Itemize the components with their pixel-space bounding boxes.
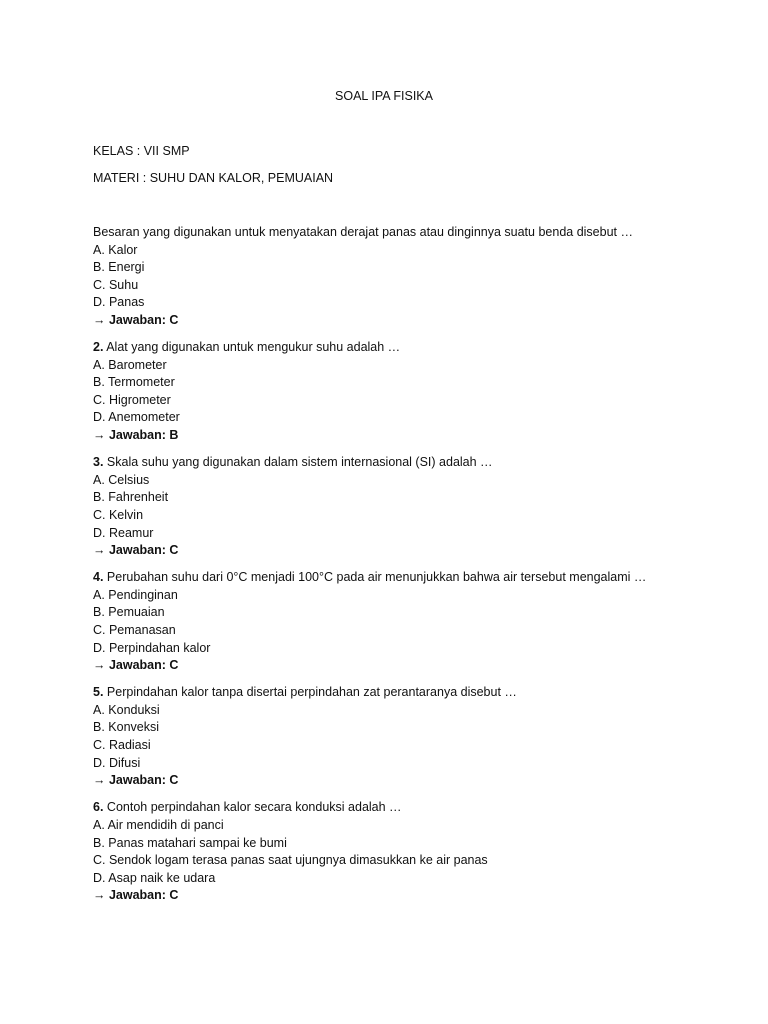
option-a: A. Konduksi [93,702,160,717]
option-c: C. Higrometer [93,392,171,407]
question-1 [93,224,733,330]
option-c: C. Kelvin [93,507,144,522]
class-label: KELAS : VII SMP [93,144,190,158]
question-number: 2. [93,340,104,355]
option-b: B. Panas matahari sampai ke bumi [93,835,287,850]
option-b: B. Energi [93,260,145,275]
option-a: A. Air mendidih di panci [93,817,224,832]
question-prompt: Perubahan suhu dari 0°C menjadi 100°C pada air menunjukkan bahwa air tersebut mengalami … [103,570,647,585]
option-c: C. Radiasi [93,738,151,753]
material-label: MATERI : SUHU DAN KALOR, PEMUAIAN [93,171,334,185]
option-a: A. Barometer [93,357,167,372]
question-list [93,224,733,914]
answer-key: → Jawaban: C [93,773,179,788]
option-a: A. Celsius [93,472,150,487]
option-c: C. Suhu [93,277,139,292]
option-a: A. Kalor [93,242,138,257]
question-text [93,684,733,702]
question-number: 4. [93,570,104,585]
option-d: D. Reamur [93,525,154,540]
option-d: D. Anemometer [93,410,180,425]
question-2 [93,339,733,445]
answer-key: → Jawaban: C [93,888,179,903]
option-b: B. Fahrenheit [93,490,169,505]
question-5 [93,684,733,790]
question-3 [93,454,733,560]
question-prompt: Skala suhu yang digunakan dalam sistem internasional (SI) adalah … [103,455,493,470]
option-d: D. Perpindahan kalor [93,640,211,655]
question-text [93,339,733,357]
answer-key: → Jawaban: C [93,658,179,673]
option-b: B. Konveksi [93,720,160,735]
question-prompt: Perpindahan kalor tanpa disertai perpindahan zat perantaranya disebut … [103,685,517,700]
question-prompt: Besaran yang digunakan untuk menyatakan derajat panas atau dinginnya suatu benda disebut … [93,225,633,239]
question-text [93,454,733,472]
option-d: D. Difusi [93,755,141,770]
answer-key: → Jawaban: B [93,428,179,443]
option-d: D. Asap naik ke udara [93,870,216,885]
option-c: C. Sendok logam terasa panas saat ujungnya dimasukkan ke air panas [93,853,488,868]
answer-key: → Jawaban: C [93,543,179,558]
question-text [93,569,733,587]
question-prompt: Alat yang digunakan untuk mengukur suhu adalah … [103,340,401,355]
question-number: 6. [93,800,104,815]
option-b: B. Pemuaian [93,605,165,620]
question-prompt: Contoh perpindahan kalor secara konduksi adalah … [103,800,402,815]
question-number: 3. [93,455,104,470]
option-a: A. Pendinginan [93,587,178,602]
question-text [93,799,733,817]
answer-key: → Jawaban: C [93,312,179,327]
option-c: C. Pemanasan [93,622,176,637]
option-b: B. Termometer [93,375,175,390]
option-d: D. Panas [93,295,145,310]
question-text [93,224,733,242]
question-4 [93,569,733,675]
question-6 [93,799,733,905]
question-number: 5. [93,685,104,700]
document-title: SOAL IPA FISIKA [335,89,433,103]
